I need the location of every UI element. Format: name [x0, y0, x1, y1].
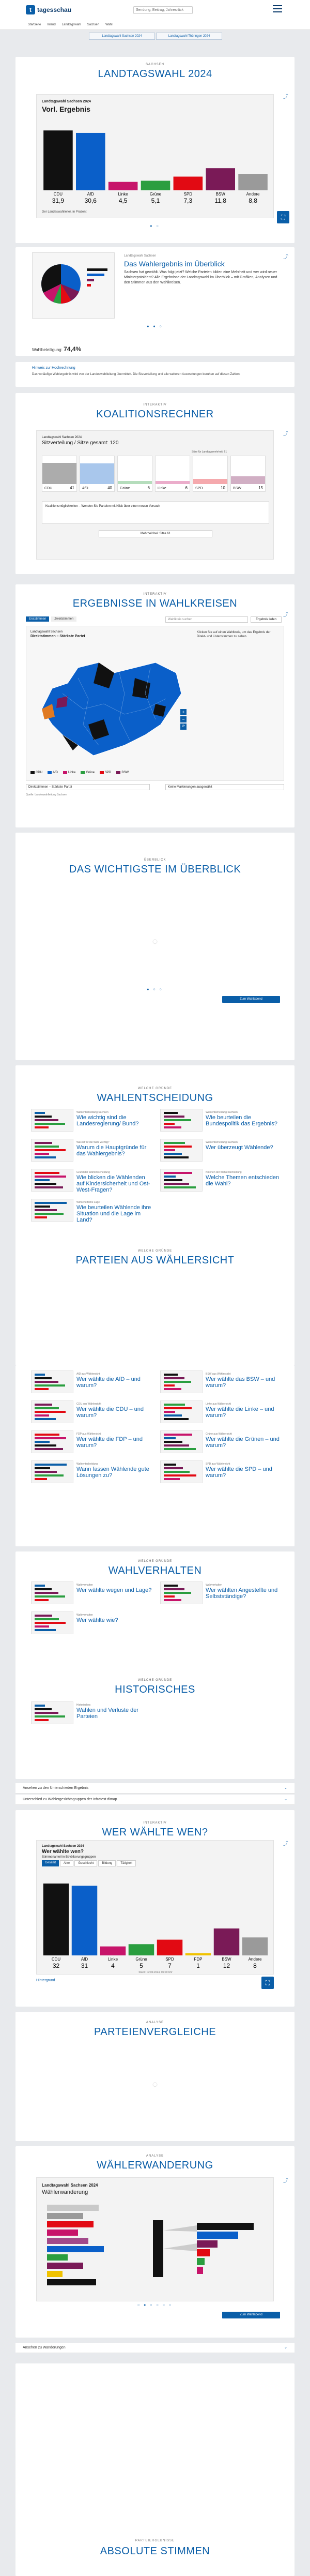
- tab-geschlecht[interactable]: Geschlecht: [74, 1860, 97, 1866]
- item-thumbnail: [160, 1370, 203, 1393]
- tab-alter[interactable]: Alter: [60, 1860, 73, 1866]
- decision-item[interactable]: [31, 1139, 155, 1163]
- bar-value: 5: [140, 1962, 143, 1969]
- carousel-dots[interactable]: ● ● ○: [147, 325, 163, 328]
- wahlabend-button[interactable]: Zum Wahlabend: [222, 996, 280, 1003]
- bar-afd: [72, 1886, 98, 1955]
- section-kicker: ANALYSE: [146, 2021, 164, 2024]
- item-thumbnail: [160, 1400, 203, 1423]
- search-input[interactable]: Sendung, Beitrag, Jahresrück: [133, 6, 193, 14]
- bar-label: Linke: [118, 192, 128, 197]
- item-thumbnail: [31, 1701, 73, 1724]
- item-kicker: Wahlverhalten: [76, 1614, 93, 1617]
- wahlabend-button[interactable]: Zum Wahlabend: [222, 2312, 280, 2318]
- bar-cdu: [43, 1884, 69, 1955]
- bar-label: Grüne: [149, 192, 162, 197]
- bar-value: 8,8: [249, 197, 257, 204]
- section-title: WÄHLERWANDERUNG: [97, 2160, 213, 2171]
- seat-count: 6: [185, 486, 188, 490]
- who-heading: Landtagswahl Sachsen 2024: [42, 1845, 84, 1848]
- item-kicker: BSW aus Wählersicht: [206, 1373, 231, 1376]
- seat-party: Linke: [158, 487, 166, 490]
- expand-icon[interactable]: ⛶: [277, 211, 289, 223]
- logo-text: tagesschau: [37, 6, 72, 13]
- seat-bar: [42, 463, 76, 484]
- hint-text: Das vorläufige Wahlergebnis wird von der Landeswahlleitung übermittelt. Die Sitzverteilung und alle weiteren Auswertungen beruhen auf diesen Zahlen.: [32, 373, 241, 376]
- result-card: [16, 57, 295, 243]
- bar-spd: [157, 1940, 183, 1955]
- reset-icon[interactable]: ⟳: [180, 724, 187, 730]
- seat-party: AfD: [82, 487, 88, 490]
- behavior-card: [16, 1551, 295, 1779]
- reason-item[interactable]: [160, 1370, 284, 1394]
- zoom-out-icon[interactable]: −: [180, 716, 187, 722]
- item-title[interactable]: Wer wählte wie?: [76, 1617, 118, 1623]
- item-thumbnail: [31, 1581, 73, 1604]
- bar-label: SPD: [165, 1957, 174, 1962]
- who-box: [36, 1840, 274, 1975]
- history-item[interactable]: [31, 1701, 155, 1725]
- coalition-options: [42, 501, 269, 524]
- coalition-box: [36, 430, 274, 560]
- seat-block-afd[interactable]: [80, 456, 115, 492]
- bar-grüne: [141, 180, 171, 190]
- item-title[interactable]: Wer wählte wegen und Lage?: [76, 1587, 152, 1593]
- bar-label: CDU: [53, 192, 63, 197]
- breadcrumb-item[interactable]: Startseite: [28, 23, 41, 26]
- item-title[interactable]: Wann fassen Wählende gute Lösungen zu?: [76, 1466, 149, 1479]
- seat-party: Grüne: [120, 487, 130, 490]
- map-title: Direktstimmen – Stärkste Partei: [30, 635, 85, 638]
- loading-spinner-icon: ◌: [152, 2079, 158, 2089]
- migration-title: Wählerwanderung: [42, 2189, 88, 2195]
- who-bar-chart: [42, 1867, 269, 1971]
- seat-party: BSW: [233, 487, 241, 490]
- bar-label: BSW: [222, 1957, 231, 1962]
- overview-title[interactable]: Das Wahlergebnis im Überblick: [124, 260, 225, 268]
- link-thueringen[interactable]: Landtagswahl Thüringen 2024: [156, 33, 222, 40]
- tab-gesamt[interactable]: Gesamt: [42, 1860, 59, 1866]
- majority-button[interactable]: Mehrheit bei: Sitze 61: [99, 530, 212, 537]
- breadcrumb-item[interactable]: Landtagswahl: [61, 23, 81, 26]
- section-kicker: WELCHE GRÜNDE: [137, 1560, 173, 1563]
- bar-label: SPD: [183, 192, 193, 197]
- behavior-item[interactable]: [160, 1581, 284, 1605]
- bar-value: 4,5: [118, 197, 128, 204]
- seat-count: 6: [147, 486, 150, 490]
- bar-label: AfD: [87, 192, 94, 197]
- item-kicker: Wahlentscheidung Sachsen: [206, 1141, 238, 1144]
- who-tabs: [42, 1860, 136, 1866]
- carousel-dots[interactable]: ● ○: [150, 224, 160, 228]
- seat-block-spd[interactable]: [193, 456, 228, 492]
- share-icon[interactable]: ⤴: [283, 254, 288, 260]
- legend-item: Linke: [63, 771, 75, 774]
- bar-afd: [76, 133, 105, 190]
- bar-label: FDP: [194, 1957, 203, 1962]
- legend-item: AfD: [48, 771, 58, 774]
- seat-bar: [156, 481, 190, 484]
- section-title: PARTEIEN AUS WÄHLERSICHT: [75, 1255, 235, 1266]
- decision-item[interactable]: [160, 1139, 284, 1163]
- hint-title: Hinweis zur Hochrechnung: [32, 366, 75, 370]
- migration-card: [16, 2146, 295, 2338]
- item-thumbnail: [31, 1430, 73, 1453]
- bar-andere: [238, 174, 268, 190]
- item-title[interactable]: Wer wählte die Grünen – und warum?: [206, 1436, 280, 1449]
- item-title[interactable]: Wie beurteilen die Bundespolitik das Ergebnis?: [206, 1114, 277, 1127]
- decision-item[interactable]: [160, 1169, 284, 1193]
- bar-label: AfD: [81, 1957, 88, 1962]
- result-bar-chart: [42, 115, 269, 206]
- section-kicker: INTERAKTIV: [143, 403, 167, 406]
- bar-value: 1: [196, 1962, 200, 1969]
- district-search-button[interactable]: Ergebnis laden: [251, 616, 282, 623]
- item-thumbnail: [160, 1139, 203, 1162]
- decision-card: [16, 1065, 295, 1365]
- section-title: ABSOLUTE STIMMEN: [100, 2545, 210, 2557]
- legend-item: SPD: [100, 771, 111, 774]
- section-title: HISTORISCHES: [115, 1684, 195, 1695]
- who-source: Stand: 02.09.2024, 06:00 Uhr: [138, 1971, 173, 1974]
- saxony-map[interactable]: [32, 647, 187, 766]
- map-zoom: [180, 709, 187, 730]
- overview-kicker: Landtagswahl Sachsen: [124, 254, 157, 258]
- map-heading: Landtagswahl Sachsen: [30, 630, 63, 634]
- share-icon[interactable]: ⤴: [283, 94, 288, 100]
- chevron-down-icon: ⌄: [284, 2346, 287, 2349]
- tab-zweitstimmen[interactable]: Zweitstimmen: [51, 616, 76, 622]
- item-kicker: Linke aus Wählersicht: [206, 1403, 231, 1406]
- turnout-text: Wahlbeteiligung:: [32, 348, 63, 352]
- bar-value: 11,8: [214, 197, 226, 204]
- tab-erststimmen[interactable]: Erststimmen: [26, 616, 49, 622]
- bar-value: 12: [223, 1962, 230, 1969]
- turnout-value: 74,4%: [64, 345, 82, 353]
- reason-item[interactable]: [31, 1430, 155, 1454]
- decision-item[interactable]: [160, 1109, 284, 1133]
- section-title: DAS WICHTIGSTE IM ÜBERBLICK: [69, 864, 241, 875]
- section-kicker: SACHSEN: [145, 63, 164, 66]
- item-title[interactable]: Wer wählten Angestellte und Selbstständige?: [206, 1587, 278, 1600]
- accordion-item[interactable]: [16, 1795, 295, 1805]
- section-title: WER WÄHLTE WEN?: [102, 1827, 208, 1838]
- item-thumbnail: [31, 1139, 73, 1162]
- share-icon[interactable]: ⤴: [283, 431, 288, 437]
- chevron-down-icon: ⌄: [284, 1786, 287, 1790]
- section-kicker: ANALYSE: [146, 2155, 164, 2158]
- section-kicker: WELCHE GRÜNDE: [137, 1679, 173, 1682]
- decision-item[interactable]: [31, 1199, 155, 1223]
- district-tabs: [26, 616, 76, 622]
- map-legend: [30, 771, 129, 774]
- section-title: PARTEIENVERGLEICHE: [94, 2026, 216, 2038]
- section-title: WAHLVERHALTEN: [108, 1565, 202, 1576]
- item-title[interactable]: Wie wichtig sind die Landesregierung/ Bund?: [76, 1114, 139, 1127]
- seat-block-bsw[interactable]: [230, 456, 266, 492]
- breadcrumb-item[interactable]: Wahl: [105, 23, 113, 26]
- item-thumbnail: [31, 1109, 73, 1132]
- districts-card: [16, 584, 295, 827]
- bar-cdu: [43, 130, 73, 190]
- item-thumbnail: [31, 1400, 73, 1423]
- item-thumbnail: [160, 1460, 203, 1483]
- share-icon[interactable]: ⤴: [283, 612, 288, 618]
- bar-value: 7: [168, 1962, 172, 1969]
- hint-card: [16, 362, 295, 387]
- turnout-label: [32, 345, 81, 353]
- item-kicker: Wahlentscheidung: [76, 1463, 98, 1466]
- coalition-title: Sitzverteilung / Sitze gesamt: 120: [42, 440, 119, 446]
- expand-icon[interactable]: ⛶: [261, 1977, 274, 1989]
- bar-value: 5,1: [151, 197, 160, 204]
- who-link[interactable]: Hintergrund: [36, 1979, 55, 1982]
- who-title: Wer wählte wen?: [42, 1849, 84, 1855]
- district-search-input[interactable]: Wahlkreis suchen: [165, 616, 248, 623]
- map-footnote: Quelle: Landeswahlleitung Sachsen: [26, 793, 67, 796]
- seat-block-linke[interactable]: [155, 456, 190, 492]
- item-kicker: Wahlverhalten: [76, 1584, 93, 1587]
- map-side-text: Klicken Sie auf einen Wahlkreis, um das Ergebnis der Direkt- und Listenstimmen zu sehen.: [197, 631, 271, 638]
- seat-count: 41: [70, 486, 74, 490]
- section-title: WAHLENTSCHEIDUNG: [97, 1092, 213, 1104]
- share-icon[interactable]: ⤴: [283, 1841, 288, 1847]
- overview2-card: [16, 833, 295, 1060]
- bar-value: 4: [111, 1962, 115, 1969]
- section-kicker: WELCHE GRÜNDE: [137, 1249, 173, 1253]
- item-kicker: Wahlentscheidung Sachsen: [76, 1111, 109, 1114]
- section-kicker: INTERAKTIV: [143, 1821, 167, 1825]
- result-chart-box: [36, 94, 274, 218]
- breadcrumb: [28, 23, 113, 26]
- item-title[interactable]: Wer überzeugt Wählende?: [206, 1144, 273, 1151]
- seat-party: CDU: [44, 487, 53, 490]
- decision-item[interactable]: [31, 1169, 155, 1193]
- overview-card: [16, 247, 295, 356]
- bar-value: 31,9: [52, 197, 65, 204]
- legend-item: CDU: [30, 771, 42, 774]
- coalition-option-label: Koalitionsmöglichkeiten – Wenden Sie Parteien mit Klick über einen neuen Versuch: [45, 505, 160, 508]
- who-card: [16, 1810, 295, 2007]
- accordion-item[interactable]: [16, 2343, 295, 2353]
- breadcrumb-item[interactable]: Sachsen: [87, 23, 100, 26]
- item-thumbnail: [31, 1169, 73, 1192]
- reason-item[interactable]: [160, 1460, 284, 1484]
- carousel-dots[interactable]: ○ ● ○ ○ ○ ○: [137, 2303, 173, 2307]
- reason-item[interactable]: [160, 1400, 284, 1424]
- item-title[interactable]: Wahlen und Verluste der Parteien: [76, 1707, 139, 1720]
- item-thumbnail: [160, 1430, 203, 1453]
- seat-pie-image: [33, 253, 114, 318]
- coalition-card: [16, 393, 295, 574]
- breadcrumb-item[interactable]: Inland: [47, 23, 56, 26]
- tab-tätigkeit[interactable]: Tätigkeit: [117, 1860, 136, 1866]
- seat-bar: [118, 481, 152, 484]
- link-sachsen[interactable]: Landtagswahl Sachsen 2024: [89, 33, 155, 40]
- map-select[interactable]: Direktstimmen – Stärkste Partei: [26, 784, 150, 790]
- seat-block-cdu[interactable]: [42, 456, 77, 492]
- section-kicker: PARTEIERGEBNISSE: [135, 2539, 175, 2542]
- accordion-label: Unterschied zu Wählergesichtsgruppen der Infratest dimap: [23, 1798, 117, 1801]
- bar-value: 32: [52, 1962, 60, 1969]
- item-kicker: Grund der Wahlentscheidung: [76, 1171, 110, 1174]
- bar-value: 31: [81, 1962, 88, 1969]
- seat-count: 15: [258, 486, 263, 490]
- zoom-in-icon[interactable]: +: [180, 709, 187, 715]
- bar-label: BSW: [215, 192, 225, 197]
- item-thumbnail: [31, 1199, 73, 1222]
- tagesschau-logo[interactable]: [26, 5, 71, 14]
- section-title: ERGEBNISSE IN WAHLKREISEN: [72, 598, 238, 609]
- legend-item: BSW: [116, 771, 129, 774]
- seat-bar: [231, 476, 265, 484]
- hamburger-menu-icon[interactable]: [273, 5, 282, 12]
- item-kicker: Was ist für die Wahl wichtig?: [76, 1141, 110, 1144]
- migration-heading: Landtagswahl Sachsen 2024: [42, 2183, 98, 2188]
- carousel-dots[interactable]: ● ○ ○: [147, 988, 163, 991]
- item-title[interactable]: Welche Themen entschieden die Wahl?: [206, 1174, 280, 1187]
- migration-box: [36, 2177, 274, 2301]
- item-kicker: Kriterien der Wahlentscheidung: [206, 1171, 242, 1174]
- item-kicker: Grüne aus Wählersicht: [206, 1433, 232, 1436]
- tab-bildung[interactable]: Bildung: [98, 1860, 116, 1866]
- bar-value: 7,3: [183, 197, 193, 204]
- bar-spd: [174, 177, 203, 190]
- seat-blocks[interactable]: [42, 456, 269, 492]
- bar-value: 30,6: [84, 197, 97, 204]
- chart-note: Der Landeswahlleiter, in Prozent: [42, 210, 87, 214]
- who-sub: Stimmenanteil in Bevölkerungsgruppen: [42, 1856, 96, 1859]
- item-kicker: FDP aus Wählersicht: [76, 1433, 101, 1436]
- item-kicker: Historisches: [76, 1704, 91, 1707]
- seat-count: 10: [221, 486, 225, 490]
- chart-title: Vorl. Ergebnis: [42, 105, 90, 113]
- item-title[interactable]: Wie blicken die Wählenden auf Kindersicherheit und Ost-West-Fragen?: [76, 1174, 150, 1193]
- item-thumbnail: [160, 1581, 203, 1604]
- coalition-heading: Landtagswahl Sachsen 2024: [42, 436, 82, 439]
- absolute-card: [16, 2363, 295, 2576]
- chart-heading: Landtagswahl Sachsen 2024: [42, 100, 91, 103]
- compare-card: [16, 2012, 295, 2141]
- bar-linke: [109, 182, 138, 190]
- item-kicker: Wirtschaftliche Lage: [76, 1201, 100, 1204]
- bar-label: CDU: [51, 1957, 61, 1962]
- overview-thumbnail[interactable]: [32, 252, 115, 319]
- seat-count: 40: [107, 486, 112, 490]
- bar-andere: [242, 1937, 268, 1955]
- item-thumbnail: [160, 1109, 203, 1132]
- bar-label: Grüne: [135, 1957, 147, 1962]
- item-thumbnail: [160, 1169, 203, 1192]
- reason-item[interactable]: [160, 1430, 284, 1454]
- item-title[interactable]: Wer wählte die SPD – und warum?: [206, 1466, 272, 1479]
- reason-item[interactable]: [31, 1370, 155, 1394]
- share-icon[interactable]: ⤴: [283, 2178, 288, 2184]
- map-box: [26, 626, 284, 781]
- item-thumbnail: [31, 1611, 73, 1634]
- majority-label: Sitze für Landtagsmehrheit: 61: [192, 450, 227, 454]
- chevron-down-icon: ⌄: [284, 1798, 287, 1801]
- section-kicker: WELCHE GRÜNDE: [137, 1087, 173, 1090]
- bar-fdp: [185, 1953, 211, 1955]
- item-thumbnail: [31, 1460, 73, 1483]
- seat-block-grüne[interactable]: [117, 456, 152, 492]
- accordion-label: Ansehen zu den Unterschieden Ergebnis: [23, 1786, 89, 1790]
- section-title: KOALITIONSRECHNER: [96, 409, 214, 420]
- item-title[interactable]: Wie beurteilen Wählende ihre Situation und die Lage im Land?: [76, 1204, 151, 1223]
- map-select-2[interactable]: Keine Markierungen ausgewählt: [165, 784, 284, 790]
- bar-label: Andere: [248, 1957, 262, 1962]
- bar-grüne: [129, 1944, 154, 1955]
- overview-body: Sachsen hat gewählt. Was folgt jetzt? Welche Parteien bilden eine Mehrheit und wer wird neuer Ministerpräsident? Alle Ergebnisse der Landtagswahl im Überblick – mit Grafiken, Analysen und den Stimmen aus den Wahlkreisen.: [124, 270, 277, 284]
- reason-item[interactable]: [31, 1400, 155, 1424]
- bar-linke: [100, 1947, 126, 1955]
- bar-value: 8: [253, 1962, 257, 1969]
- legend-item: Grüne: [81, 771, 95, 774]
- decision-item[interactable]: [31, 1109, 155, 1133]
- item-thumbnail: [31, 1370, 73, 1393]
- migration-chart: [42, 2200, 269, 2298]
- item-title[interactable]: Warum die Hauptgründe für das Wahlergebnis?: [76, 1144, 147, 1157]
- bar-label: Andere: [246, 192, 260, 197]
- item-kicker: SPD aus Wählersicht: [206, 1463, 230, 1466]
- item-title[interactable]: Wer wählte die AfD – und warum?: [76, 1376, 141, 1389]
- bar-bsw: [206, 168, 235, 190]
- accordion-item[interactable]: [16, 1783, 295, 1794]
- seat-party: SPD: [195, 487, 203, 490]
- accordion-label: Ansehen zu Wanderungen: [23, 2346, 66, 2349]
- section-title: LANDTAGSWAHL 2024: [98, 68, 212, 80]
- behavior-item[interactable]: [31, 1581, 155, 1605]
- item-kicker: Wahlverhalten: [206, 1584, 222, 1587]
- section-kicker: ÜBERBLICK: [144, 858, 166, 862]
- section-kicker: INTERAKTIV: [143, 593, 167, 596]
- item-title[interactable]: Wer wählte die Linke – und warum?: [206, 1406, 274, 1419]
- item-kicker: CDU aus Wählersicht: [76, 1403, 101, 1406]
- item-title[interactable]: Wer wählte die CDU – und warum?: [76, 1406, 144, 1419]
- item-title[interactable]: Wer wählte das BSW – und warum?: [206, 1376, 275, 1389]
- item-kicker: Wahlentscheidung Sachsen: [206, 1111, 238, 1114]
- logo-mark: t: [26, 5, 35, 14]
- seat-bar: [193, 479, 227, 484]
- bar-bsw: [214, 1929, 240, 1955]
- reasons-card: [16, 1365, 295, 1546]
- bar-label: Linke: [107, 1957, 118, 1962]
- behavior-item[interactable]: [31, 1611, 155, 1635]
- seat-bar: [80, 463, 114, 484]
- reason-item[interactable]: [31, 1460, 155, 1484]
- item-title[interactable]: Wer wählte die FDP – und warum?: [76, 1436, 143, 1449]
- loading-spinner-icon: ◌: [152, 936, 158, 946]
- site-header: [0, 0, 310, 30]
- item-kicker: AfD aus Wählersicht: [76, 1373, 100, 1376]
